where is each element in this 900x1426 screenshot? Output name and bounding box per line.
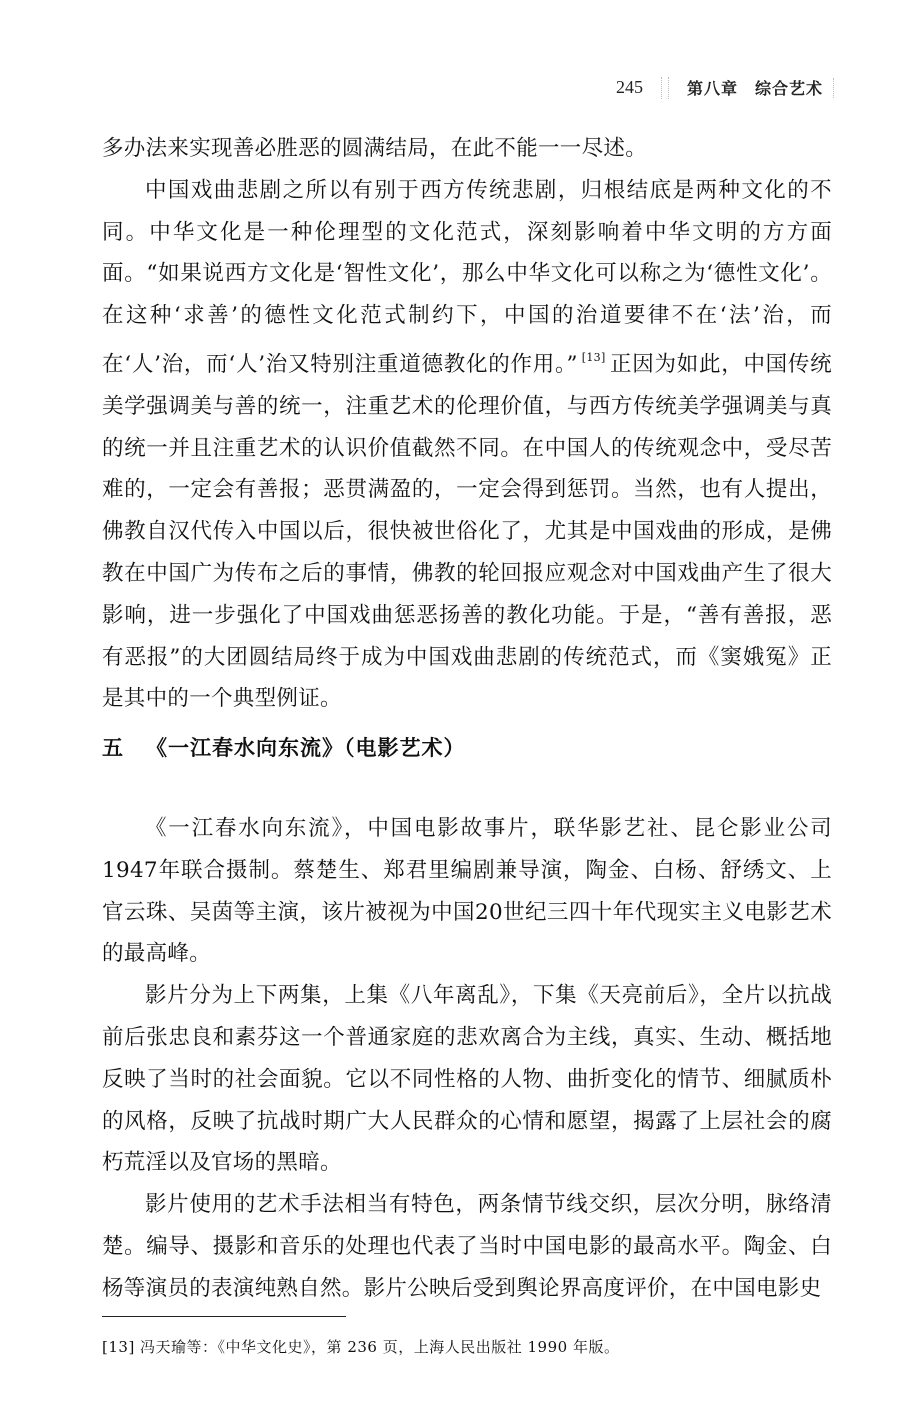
section-title-text: 《一江春水向东流》（电影艺术） <box>146 736 466 760</box>
paragraph-text: 正因为如此，中国传统美学强调美与善的统一，注重艺术的伦理价值，与西方传统美学强调美与真的统一并且注重艺术的认识价值截然不同。在中国人的传统观念中，受尽苦难的，一定会有善报；恶贯满盈的，一定会得到惩罚。当然，也有人提出，佛教自汉代传入中国以后，很快被世俗化了，尤其是中国戏曲的形成，是佛教在中国广为传布之后的事情，佛教的轮回报应观念对中国戏曲产生了很大影响，进一步强化了中国戏曲惩恶扬善的教化功能。于是，“善有善报，恶有恶报”的大团圆结局终于成为中国戏曲悲剧的传统范式，而《窦娥冤》正是其中的一个典型例证。 <box>102 351 832 712</box>
paragraph: 影片分为上下两集，上集《八年离乱》，下集《天亮前后》，全片以抗战前后张忠良和素芬这一个普通家庭的悲欢离合为主线，真实、生动、概括地反映了当时的社会面貌。它以不同性格的人物、曲折变化的情节、细腻质朴的风格，反映了抗战时期广大人民群众的心情和愿望，揭露了上层社会的腐朽荒淫以及官场的黑暗。 <box>102 983 832 1176</box>
paragraph <box>102 170 832 720</box>
footnote-divider <box>102 1316 346 1317</box>
paragraph: 《一江春水向东流》，中国电影故事片，联华影艺社、昆仑影业公司1947年联合摄制。蔡楚生、郑君里编剧兼导演，陶金、白杨、舒绣文、上官云珠、吴茵等主演，该片被视为中国20世纪三四十年代现实主义电影艺术的最高峰。 <box>102 816 832 967</box>
body-text-top <box>102 128 832 720</box>
paragraph-text: 中国戏曲悲剧之所以有别于西方传统悲剧，归根结底是两种文化的不同。中华文化是一种伦理型的文化范式，深刻影响着中华文明的方方面面。“如果说西方文化是‘智性文化’，那么中华文化可以称之为‘德性文化’。在这种‘求善’的德性文化范式制约下，中国的治道要律不在‘法’治，而在‘人’治，而‘人’治又特别注重道德教化的作用。” <box>102 177 832 377</box>
body-text-section <box>102 808 832 1310</box>
paragraph: 影片使用的艺术手法相当有特色，两条情节线交织，层次分明，脉络清楚。编导、摄影和音乐的处理也代表了当时中国电影的最高水平。陶金、白杨等演员的表演纯熟自然。影片公映后受到舆论界高度评价，在中国电影史 <box>102 1192 832 1301</box>
header-ornament <box>833 78 838 98</box>
footnote: [13] 冯天瑜等：《中华文化史》，第 236 页，上海人民出版社 1990 年版。 <box>102 1338 620 1356</box>
section-number: 五 <box>102 736 124 760</box>
chapter-title: 第八章 综合艺术 <box>686 79 823 98</box>
section-heading <box>102 732 466 762</box>
running-header <box>616 76 838 99</box>
paragraph: 多办法来实现善必胜恶的圆满结局，在此不能一一尽述。 <box>102 136 648 161</box>
header-divider <box>661 77 669 99</box>
footnote-reference[interactable]: [13] <box>581 350 606 364</box>
page-number: 245 <box>615 77 643 97</box>
